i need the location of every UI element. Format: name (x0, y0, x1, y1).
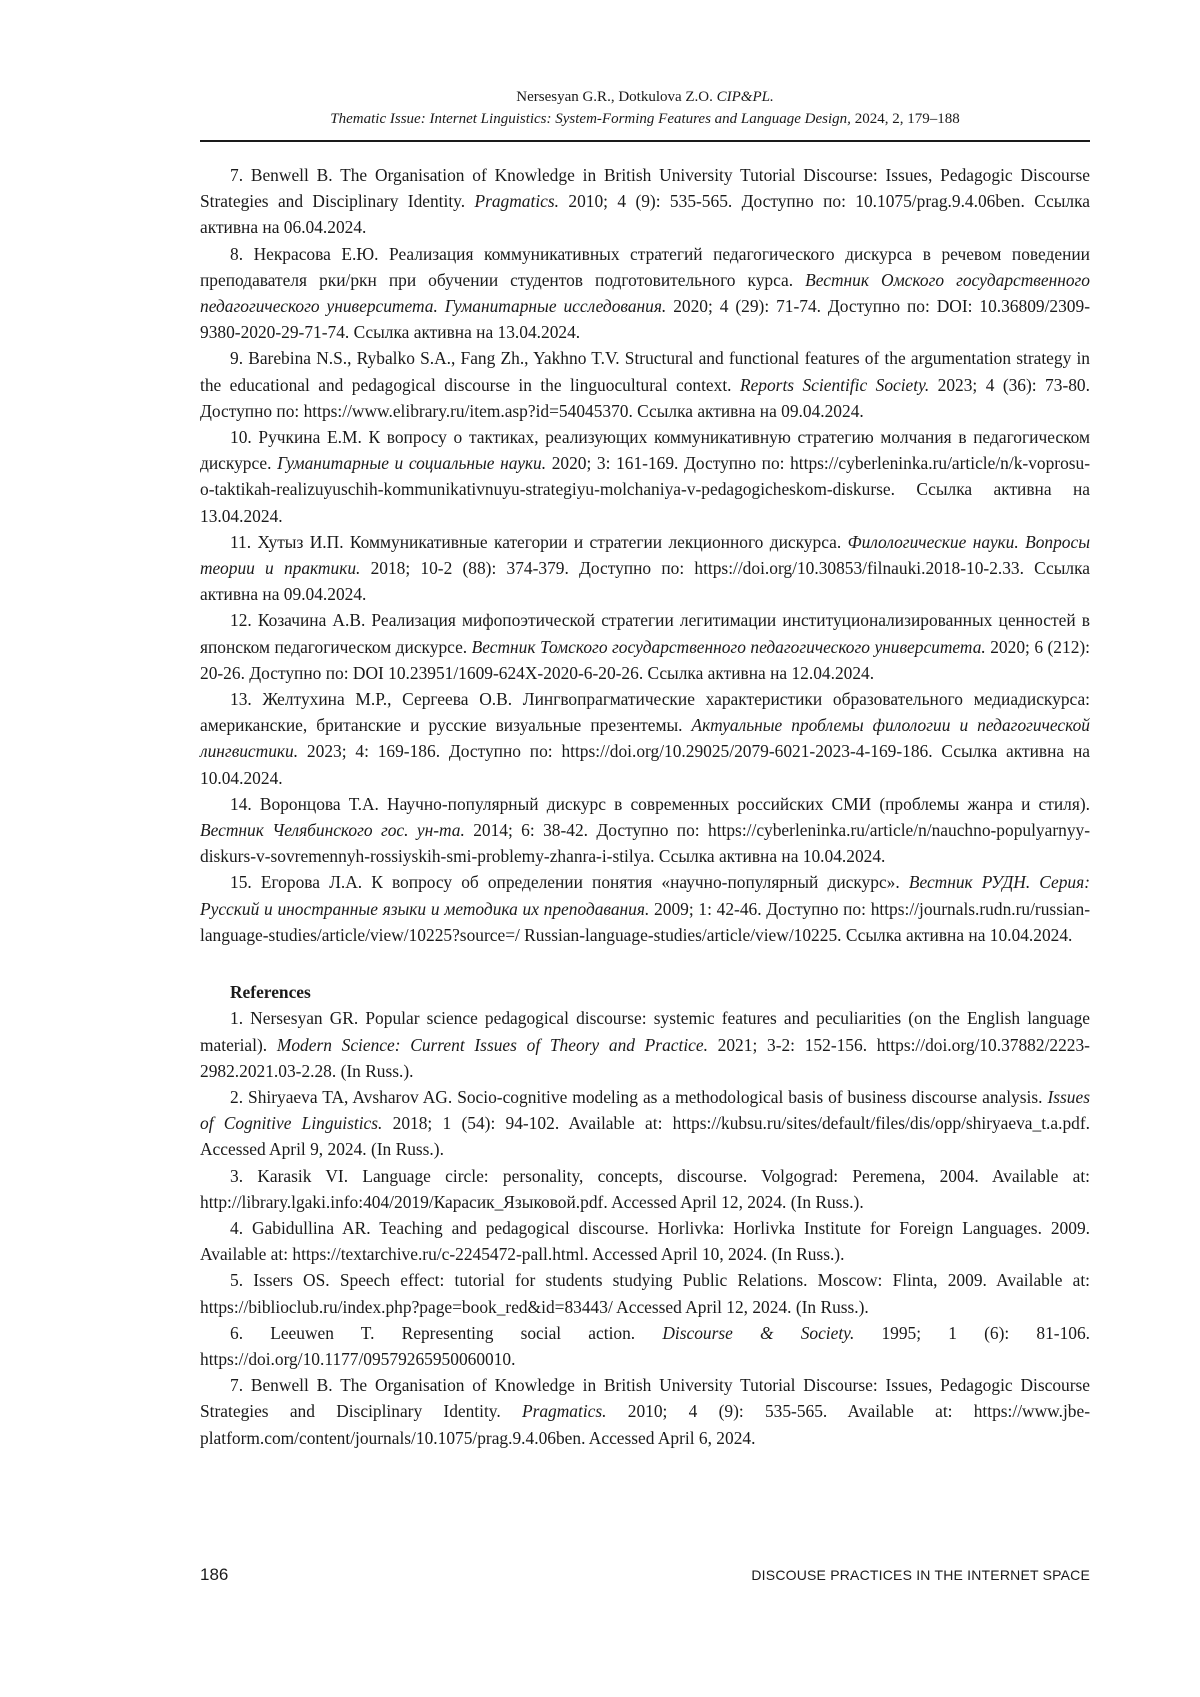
bibliography-entry-text: 14. Воронцова Т.А. Научно-популярный дискурс в современных российских СМИ (проблемы жанра и стиля). (230, 793, 1090, 814)
reference-entry-text: 7. Benwell B. The Organisation of Knowledge in British University Tutorial Discourse: Issues, Pedagogic Discourse Strategies and Disciplinary Identity. (200, 1375, 1090, 1422)
header-issue-info: 2024, 2, 179–188 (850, 111, 960, 127)
bibliography-entry (200, 345, 1090, 424)
footer-section-title: DISCOUSE PRACTICES IN THE INTERNET SPACE (751, 1567, 1090, 1583)
reference-entry-text: 5. Issers OS. Speech effect: tutorial for students studying Public Relations. Moscow: Flinta, 2009. Available at: https://biblioclub.ru/index.php?page=book_red&id=83443/ Accessed April 12, 2024. (In Russ.). (200, 1270, 1090, 1317)
header-line-2 (200, 108, 1090, 130)
reference-entry (200, 1084, 1090, 1163)
bibliography-entry (200, 424, 1090, 529)
bibliography-entry (200, 686, 1090, 791)
bibliography-entry-source: Reports Scientific Society. (739, 374, 930, 395)
reference-entry (200, 1372, 1090, 1451)
bibliography-entry-source: Вестник РУДН. Серия: Русский и иностранные языки и методика их преподавания. (200, 872, 1090, 919)
bibliography-entry (200, 869, 1090, 948)
header-rule (200, 140, 1090, 142)
bibliography-entry-details: 2023; 4: 169-186. Доступно по: https://doi.org/10.29025/2079-6021-2023-4-169-186. Ссылка активна на 10.04.2024. (200, 741, 1090, 788)
bibliography-entry-source: Гуманитарные и социальные науки. (277, 453, 547, 474)
running-header (200, 86, 1090, 130)
reference-entry-details: 2010; 4 (9): 535-565. Available at: https://www.jbe-platform.com/content/journals/10.1075/prag.9.4.06ben. Accessed April 6, 2024. (200, 1401, 1090, 1448)
bibliography-entry-text: 13. Желтухина М.Р., Сергеева О.В. Лингвопрагматические характеристики образовательного медиадискурса: американские, британские и русские визуальные презентемы. (200, 689, 1090, 736)
bibliography-entry-text: 10. Ручкина Е.М. К вопросу о тактиках, реализующих коммуникативную стратегию молчания в педагогическом дискурсе. (200, 427, 1090, 474)
references-heading: References (230, 982, 311, 1003)
bibliography-entry-source: Филологические науки. Вопросы теории и практики. (200, 531, 1090, 579)
bibliography-entry-details: 2020; 4 (29): 71-74. Доступно по: DOI: 10.36809/2309-9380-2020-29-71-74. Ссылка активна на 13.04.2024. (200, 296, 1090, 343)
bibliography-entry-text: 11. Хутыз И.П. Коммуникативные категории и стратегии лекционного дискурса. (230, 531, 848, 552)
bibliography-entry-details: 2020; 6 (212): 20-26. Доступно по: DOI 10.23951/1609-624X-2020-6-20-26. Ссылка активна на 12.04.2024. (200, 636, 1091, 683)
bibliography-entry-source: Актуальные проблемы филологии и педагогической лингвистики. (200, 715, 1090, 762)
reference-entry-text: 6. Leeuwen T. Representing social action. (230, 1322, 663, 1343)
reference-entry (200, 1215, 1090, 1267)
reference-entry (200, 1163, 1090, 1215)
page-body (200, 162, 1090, 1451)
reference-entry-details: 2018; 1 (54): 94-102. Available at: https://kubsu.ru/sites/default/files/dis/opp/shiryaeva_t.a.pdf. Accessed April 9, 2024. (In Russ.). (200, 1113, 1091, 1160)
reference-entry-source: Issues of Cognitive Linguistics. (200, 1086, 1090, 1134)
header-line-1 (200, 86, 1090, 108)
bibliography-entry (200, 241, 1090, 346)
bibliography-entry-details: 2020; 3: 161-169. Доступно по: https://cyberleninka.ru/article/n/k-voprosu-o-taktikah-realizuyuschih-kommunikativnuyu-strategiyu-molchaniya-v-pedagogicheskom-diskurse. Ссылка активна на 13.04.2024. (200, 453, 1091, 526)
bibliography-entry-details: 2018; 10-2 (88): 374-379. Доступно по: https://doi.org/10.30853/filnauki.2018-10-2.33. Ссылка активна на 09.04.2024. (200, 558, 1090, 605)
reference-entry-text: 4. Gabidullina AR. Teaching and pedagogical discourse. Horlivka: Horlivka Institute for Foreign Languages. 2009. Available at: https://textarchive.ru/c-2245472-pall.html. Accessed April 10, 2024. (In Russ.). (200, 1217, 1090, 1265)
bibliography-entry (200, 791, 1090, 870)
reference-entry (200, 1005, 1090, 1084)
bibliography-entry-source: Pragmatics. (474, 191, 560, 212)
header-issue-title: Thematic Issue: Internet Linguistics: System-Forming Features and Language Design, (330, 111, 851, 127)
bibliography-entry-text: 15. Егорова Л.А. К вопросу об определении понятия «научно-популярный дискурс». (230, 872, 909, 893)
header-authors: Nersesyan G.R., Dotkulova Z.O. (516, 89, 717, 105)
reference-entry (200, 1320, 1090, 1372)
bibliography-entry-text: 8. Некрасова Е.Ю. Реализация коммуникативных стратегий педагогического дискурса в речевом поведении преподавателя рки/ркн при обучении студентов подготовительного курса. (200, 243, 1090, 290)
bibliography-entry-details: 2014; 6: 38-42. Доступно по: https://cyberleninka.ru/article/n/nauchno-populyarnyy-diskurs-v-sovremennyh-rossiyskih-smi-problemy-zhanra-i-stilya. Ссылка активна на 10.04.2024. (200, 820, 1090, 867)
bibliography-entry-details: 2010; 4 (9): 535-565. Доступно по: 10.1075/prag.9.4.06ben. Ссылка активна на 06.04.2024. (200, 191, 1090, 238)
bibliography-entry-source: Вестник Томского государственного педагогического университета. (471, 636, 986, 657)
reference-entry-text: 2. Shiryaeva TA, Avsharov AG. Socio-cognitive modeling as a methodological basis of business discourse analysis. (230, 1086, 1048, 1107)
bibliography-list (200, 162, 1090, 948)
reference-entry (200, 1267, 1090, 1319)
bibliography-entry-text: 12. Козачина А.В. Реализация мифопоэтической стратегии легитимации институционализированных ценностей в японском педагогическом дискурсе. (200, 610, 1090, 657)
references-list (200, 1005, 1090, 1450)
bibliography-entry-text: 7. Benwell B. The Organisation of Knowledge in British University Tutorial Discourse: Issues, Pedagogic Discourse Strategies and Disciplinary Identity. (200, 165, 1090, 212)
bibliography-entry-details: 2023; 4 (36): 73-80. Доступно по: https://www.elibrary.ru/item.asp?id=54045370. Ссылка активна на 09.04.2024. (200, 374, 1090, 421)
page-number: 186 (200, 1565, 229, 1584)
reference-entry-source: Pragmatics. (521, 1401, 607, 1422)
bibliography-entry-source: Вестник Челябинского гос. ун-та. (200, 820, 465, 841)
bibliography-entry (200, 162, 1090, 241)
bibliography-entry-details: 2009; 1: 42-46. Доступно по: https://journals.rudn.ru/russian-language-studies/article/view/10225?source=/ Russian-language-studies/article/view/10225. Ссылка активна на 10.04.2024. (200, 898, 1090, 945)
bibliography-entry-text: 9. Barebina N.S., Rybalko S.A., Fang Zh., Yakhno T.V. Structural and functional features of the argumentation strategy in the educational and pedagogical discourse in the linguocultural context. (200, 348, 1090, 395)
reference-entry-source: Discourse & Society. (662, 1322, 855, 1343)
reference-entry-details: 2021; 3-2: 152-156. https://doi.org/10.37882/2223-2982.2021.03-2.28. (In Russ.). (200, 1034, 1090, 1081)
bibliography-entry-source: Вестник Омского государственного педагогического университета. Гуманитарные исследования. (200, 269, 1090, 317)
reference-entry-text: 1. Nersesyan GR. Popular science pedagogical discourse: systemic features and peculiarities (on the English language material). (200, 1008, 1090, 1055)
bibliography-entry (200, 529, 1090, 608)
reference-entry-text: 3. Karasik VI. Language circle: personality, concepts, discourse. Volgograd: Peremena, 2004. Available at: http://library.lgaki.info:404/2019/Карасик_Языковой.pdf. Accessed April 12, 2024. (In Russ.). (200, 1165, 1090, 1212)
bibliography-entry (200, 607, 1090, 686)
reference-entry-source: Modern Science: Current Issues of Theory and Practice. (276, 1034, 708, 1055)
header-journal: CIP&PL. (716, 89, 774, 105)
reference-entry-details: 1995; 1 (6): 81-106. https://doi.org/10.1177/09579265950060010. (200, 1322, 1090, 1369)
